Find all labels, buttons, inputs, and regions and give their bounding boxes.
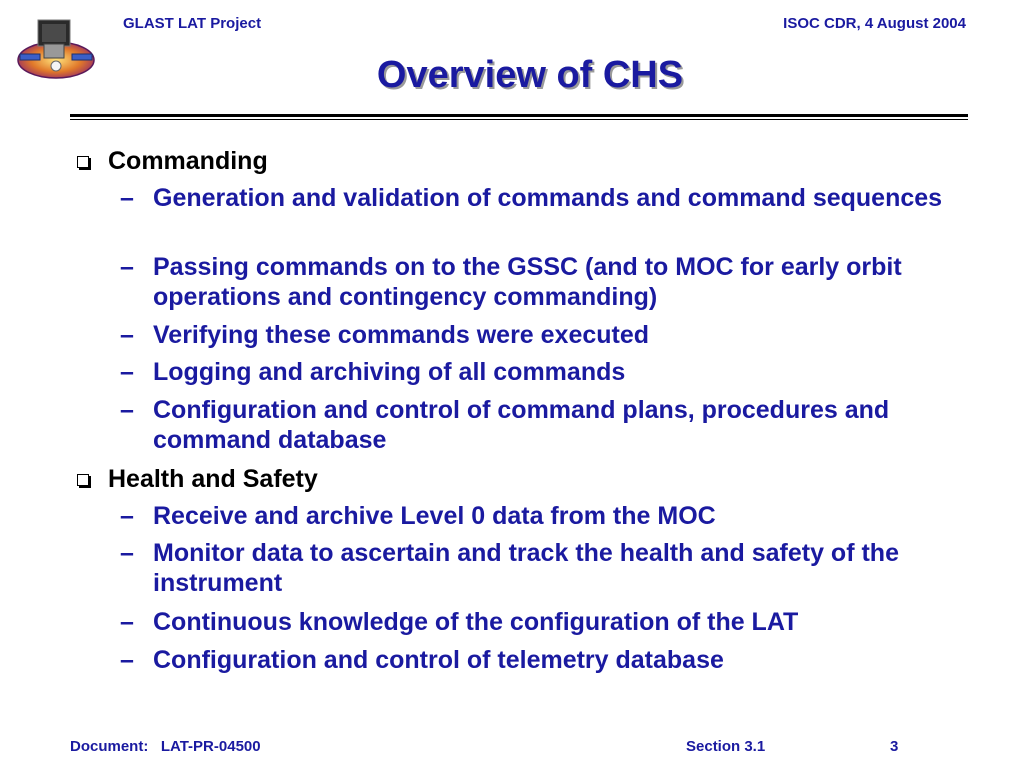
- list-item: – Passing commands on to the GSSC (and to MOC for early orbit operations and contingency commanding): [120, 253, 902, 311]
- header-event-date: ISOC CDR, 4 August 2004: [783, 15, 966, 32]
- list-item: – Logging and archiving of all commands: [120, 358, 626, 386]
- list-item: – Configuration and control of command plans, procedures and command database: [120, 396, 890, 454]
- footer-section: Section 3.1: [686, 738, 766, 755]
- dash-bullet: –: [120, 253, 134, 281]
- header-project-name: GLAST LAT Project: [123, 15, 262, 32]
- dash-bullet: –: [120, 358, 134, 386]
- slide-title: Overview of CHS: [376, 54, 684, 96]
- section-heading-health-safety: Health and Safety: [108, 464, 318, 494]
- list-item: – Configuration and control of telemetry database: [120, 646, 724, 674]
- list-item: – Generation and validation of commands and command sequences: [120, 184, 943, 212]
- footer-document-id: Document: LAT-PR-04500: [70, 738, 261, 755]
- dash-bullet: –: [120, 396, 134, 424]
- section-heading-commanding: Commanding: [108, 146, 268, 176]
- dash-bullet: –: [120, 502, 134, 530]
- footer-page-number: 3: [890, 738, 899, 755]
- list-item: – Receive and archive Level 0 data from the MOC: [120, 502, 716, 530]
- dash-bullet: –: [120, 646, 134, 674]
- dash-bullet: –: [120, 184, 134, 212]
- square-bullet-icon: [77, 156, 89, 168]
- list-item: – Continuous knowledge of the configuration of the LAT: [120, 608, 799, 636]
- square-bullet-icon: [77, 474, 89, 486]
- dash-bullet: –: [120, 539, 134, 567]
- dash-bullet: –: [120, 321, 134, 349]
- list-item: – Verifying these commands were executed: [120, 321, 650, 349]
- dash-bullet: –: [120, 608, 134, 636]
- list-item: – Monitor data to ascertain and track the health and safety of the instrument: [120, 539, 899, 597]
